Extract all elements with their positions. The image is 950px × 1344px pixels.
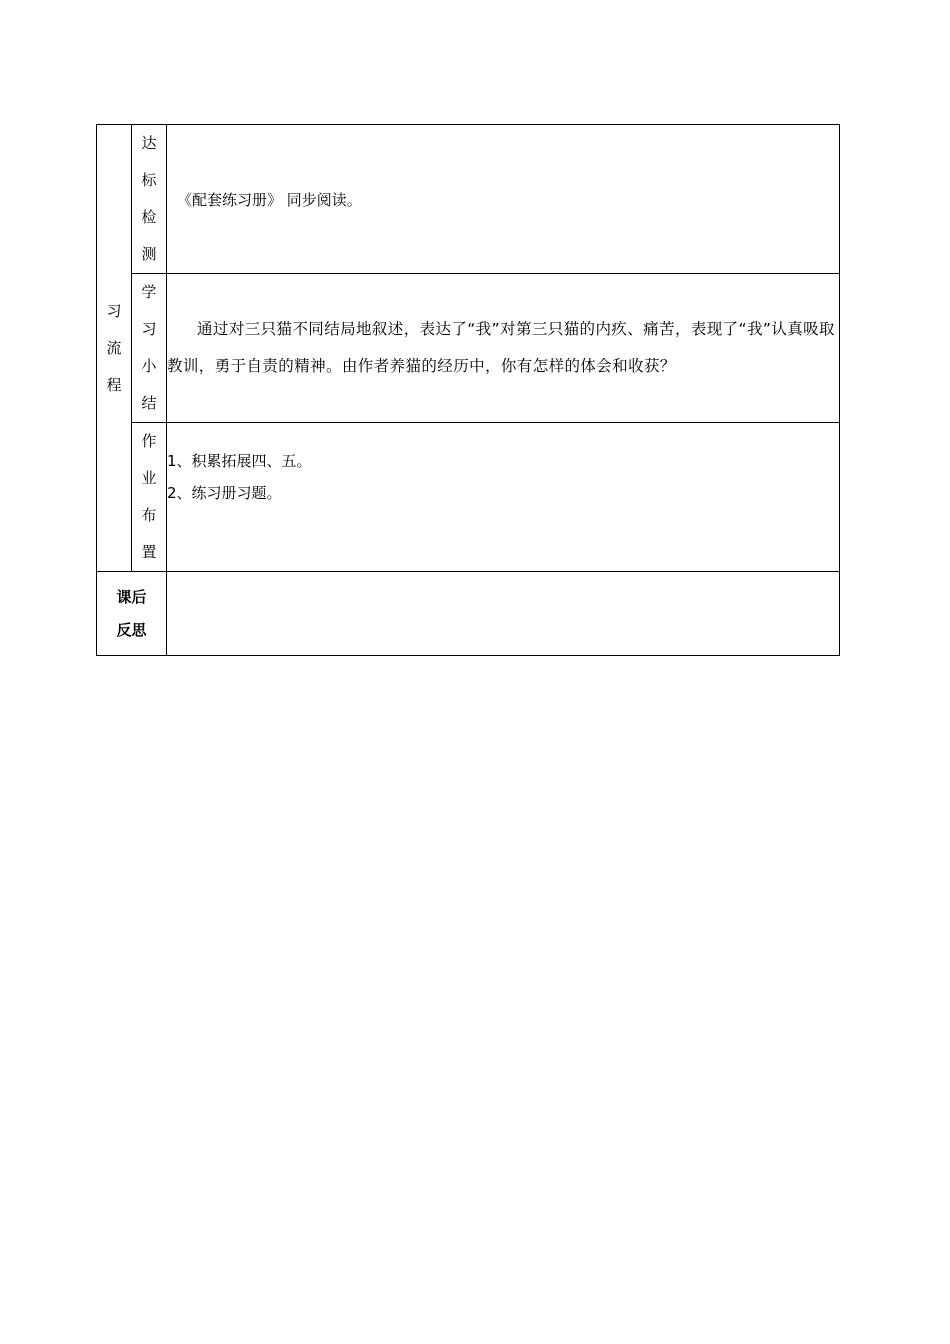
table-row (97, 572, 840, 656)
row-label-assessment (132, 125, 167, 274)
row-label-reflection (97, 572, 167, 656)
reflection-label-line: 课后 (116, 587, 147, 606)
row-label-char: 小 (141, 357, 157, 375)
lesson-plan-table (96, 124, 840, 656)
row-label-char: 习 (141, 320, 157, 338)
reflection-label-line: 反思 (116, 620, 147, 639)
row-label-summary (132, 274, 167, 423)
row-label-homework (132, 423, 167, 572)
row-label-char: 置 (141, 543, 157, 561)
row-label-char: 作 (141, 432, 157, 450)
assessment-content-cell (167, 125, 840, 274)
homework-item: 1、积累拓展四、五。 (167, 452, 312, 470)
assessment-text: 《配套练习册》 同步阅读。 (177, 190, 362, 209)
table-row (97, 125, 840, 274)
section-label-char: 流 (106, 338, 122, 357)
row-label-char: 测 (141, 245, 157, 263)
row-label-char: 业 (141, 469, 157, 487)
section-label-char: 程 (106, 375, 122, 394)
section-label-learning-process (97, 125, 132, 572)
section-label-char: 习 (106, 301, 122, 320)
table-row (97, 423, 840, 572)
table-row (97, 274, 840, 423)
row-label-char: 检 (141, 208, 157, 226)
summary-content-cell (167, 274, 840, 423)
homework-content-cell (167, 423, 840, 572)
reflection-content-cell (167, 572, 840, 656)
row-label-char: 布 (141, 506, 157, 524)
summary-text: 通过对三只猫不同结局地叙述，表达了“我”对第三只猫的内疚、痛苦，表现了“我”认真吸取教训，勇于自责的精神。由作者养猫的经历中，你有怎样的体会和收获？ (167, 320, 835, 375)
row-label-char: 学 (141, 283, 157, 301)
homework-item: 2、练习册习题。 (167, 484, 282, 502)
row-label-char: 达 (141, 134, 157, 152)
row-label-char: 结 (141, 394, 157, 412)
row-label-char: 标 (141, 171, 157, 189)
